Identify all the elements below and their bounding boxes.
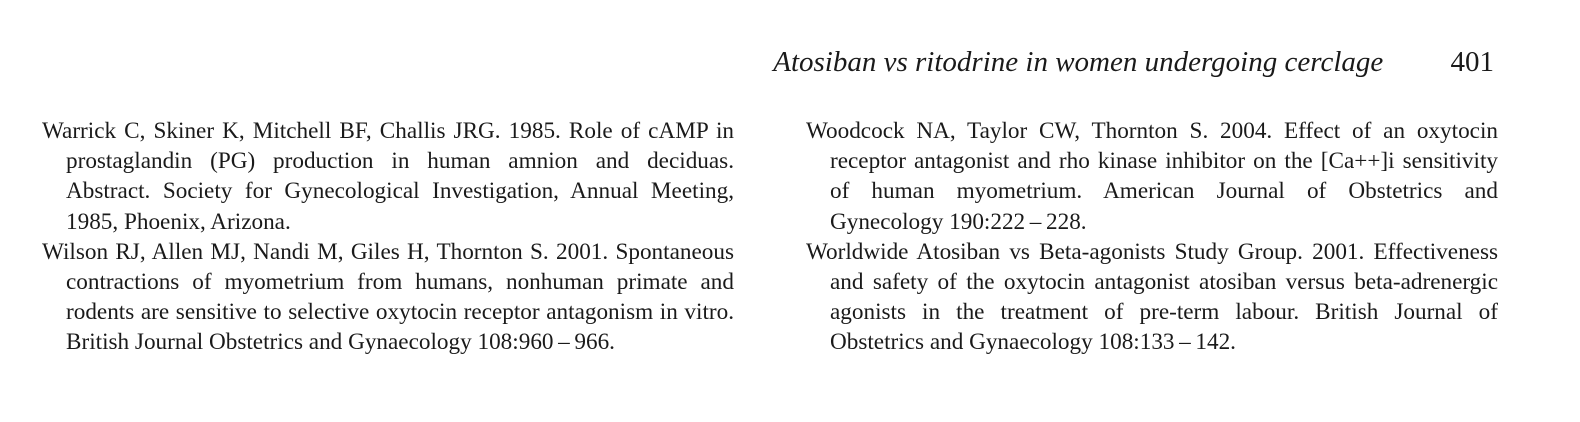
page-number: 401 bbox=[1450, 46, 1494, 78]
reference-wilson-2001: Wilson RJ, Allen MJ, Nandi M, Giles H, Thornton S. 2001. Spontaneous contractions of myometrium from humans, nonhuman primate and rodents are sensitive to selective oxytocin receptor antagonism in vitro. British Journal Obstetrics and Gynaecology 108:960 – 966. bbox=[42, 238, 734, 356]
references-right-column bbox=[806, 116, 1498, 358]
reference-worldwide-2001: Worldwide Atosiban vs Beta-agonists Study Group. 2001. Effectiveness and safety of the oxytocin antagonist atosiban versus beta-adrenergic agonists in the treatment of pre-term labour. British Journal of Obstetrics and Gynaecology 108:133 – 142. bbox=[806, 238, 1498, 356]
reference-warrick-1985: Warrick C, Skiner K, Mitchell BF, Challis JRG. 1985. Role of cAMP in prostaglandin (PG) production in human amnion and deciduas. Abstract. Society for Gynecological Investigation, Annual Meeting, 1985, Phoenix, Arizona. bbox=[42, 118, 734, 235]
running-head bbox=[773, 44, 1494, 80]
running-title: Atosiban vs ritodrine in women undergoing cerclage bbox=[773, 46, 1384, 78]
references-left-column bbox=[42, 116, 734, 358]
reference-woodcock-2004: Woodcock NA, Taylor CW, Thornton S. 2004. Effect of an oxytocin receptor antagonist and rho kinase inhibitor on the [Ca++]i sensitivity of human myometrium. American Journal of Obstetrics and Gynecology 190:222 – 228. bbox=[806, 118, 1498, 235]
